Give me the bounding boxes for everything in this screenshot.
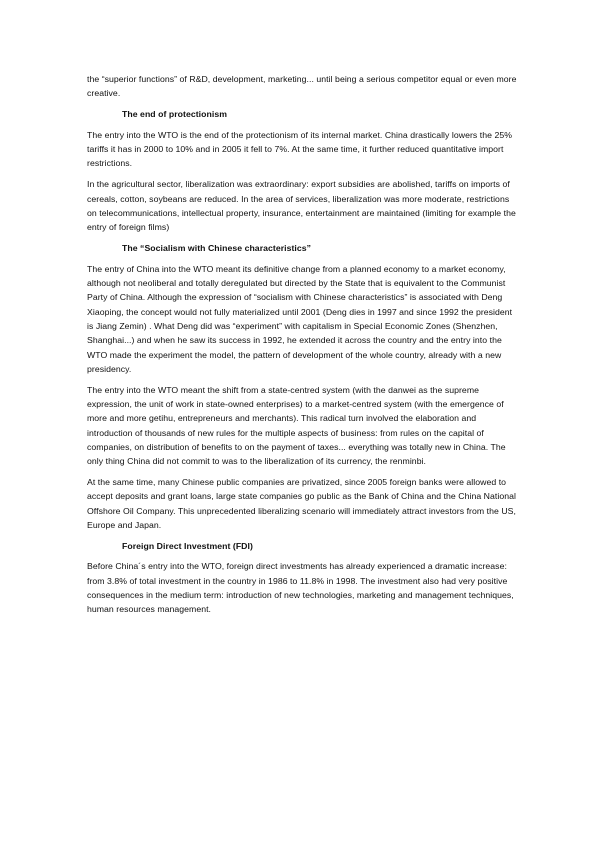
paragraph-market-economy: The entry of China into the WTO meant its definitive change from a planned economy to a market economy, although not neoliberal and totally deregulated but directed by the State that is equivalent to the Communist Party of China. Although the expression of “socialism with Chinese characteristics” is associated with Deng Xiaoping, the concept would not fully materialized until 2001 (Deng dies in 1997 and since 1992 the president is Jiang Zemin) . What Deng did was “experiment” with capitalism in Special Economic Zones (Shenzhen, Shanghai...) and when he saw its success in 1992, he extended it across the country and the entry into the WTO made the experiment the model, the pattern of development of the whole country, already with a new presidency. <box>87 263 513 374</box>
paragraph-wto-tariffs: The entry into the WTO is the end of the protectionism of its internal market. China drastically lowers the 25% tariffs it has in 2000 to 10% and in 2005 it fell to 7%. At the same time, it further reduced quantitative import restrictions. <box>87 129 512 169</box>
paragraph-continuation: the “superior functions” of R&D, development, marketing... until being a serious competitor equal or even more creative. <box>87 74 517 99</box>
paragraph-fdi-increase: Before China´s entry into the WTO, foreign direct investments has already experienced a dramatic increase: from 3.8% of total investment in the country in 1986 to 11.8% in 1998. The investment also had very positive consequences in the medium term: introduction of new technologies, marketing and management techniques, human resources management. <box>87 561 514 615</box>
heading-foreign-direct-investment: Foreign Direct Investment (FDI) <box>122 540 253 551</box>
heading-socialism-chinese-characteristics: The “Socialism with Chinese characteristics” <box>122 242 312 253</box>
paragraph-market-centred-system: The entry into the WTO meant the shift from a state-centred system (with the danwei as the supreme expression, the unit of work in state-owned enterprises) to a market-centred system (with the emergence of more and more getihu, entrepreneurs and merchants). This radical turn involved the elaboration and introduction of thousands of new rules for the multiple aspects of business: from rules on the capital of companies, on distribution of benefits to on the payment of taxes... everything was totally new in China. The only thing China did not commit to was to the liberalization of its currency, the renminbi. <box>87 384 506 467</box>
heading-end-of-protectionism: The end of protectionism <box>122 109 227 120</box>
paragraph-privatization: At the same time, many Chinese public companies are privatized, since 2005 foreign banks were allowed to accept deposits and grant loans, large state companies go public as the Bank of China and the China National Offshore Oil Company. This unprecedented liberalizing scenario will immediately attract investors from the US, Europe and Japan. <box>87 476 516 530</box>
document-body <box>87 72 519 623</box>
paragraph-agricultural-sector: In the agricultural sector, liberalization was extraordinary: export subsidies are abolished, tariffs on imports of cereals, cotton, soybeans are reduced. In the area of services, liberalization was more moderate, restrictions on telecommunications, intellectual property, insurance, entertainment are maintained (limiting for example the entry of foreign films) <box>87 179 516 233</box>
